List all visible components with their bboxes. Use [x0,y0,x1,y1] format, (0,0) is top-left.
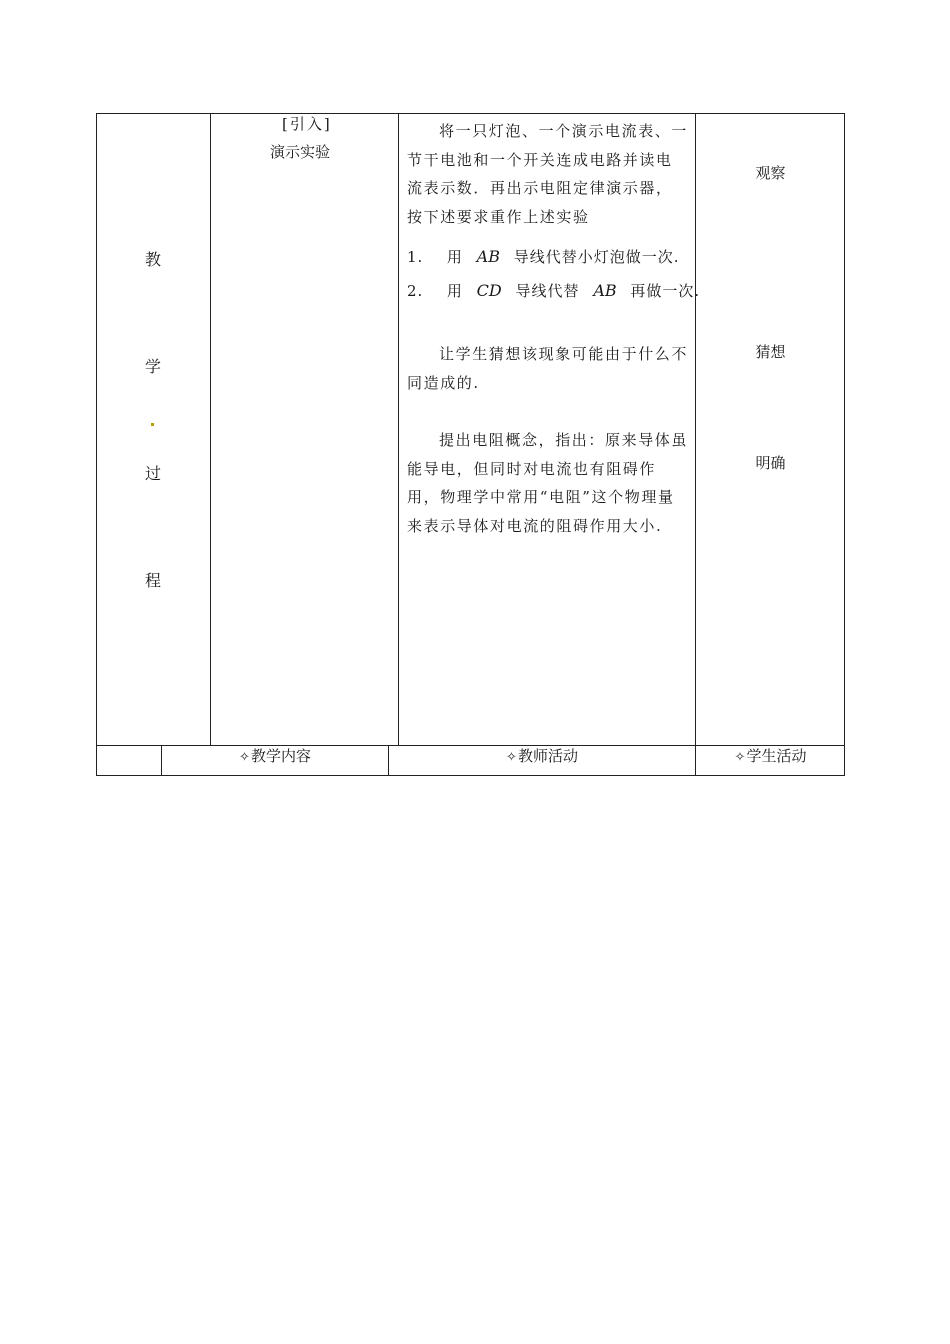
teacher-paragraph-1: 将一只灯泡、一个演示电流表、一节干电池和一个开关连成电路并读电流表示数．再出示电阻定律演示器，按下述要求重作上述实验 [407,122,689,226]
step-2-pre: 用 [446,282,463,300]
mark-dot [151,423,154,426]
section-title: 演示实验 [270,143,331,161]
student-activity-observe: 观察 [755,164,786,182]
column-divider [210,113,211,745]
step-1-pre: 用 [446,248,463,266]
stage-char-4: 程 [144,571,161,590]
footer-teacher-header: ✧教师活动 [506,747,578,765]
teacher-paragraph-3: 提出电阻概念，指出：原来导体虽能导电，但同时对电流也有阻碍作用，物理学中常用“电阻”这个物理量来表示导体对电流的阻碍作用大小. [407,431,689,535]
footer-student-header: ✧学生活动 [734,747,807,765]
step-1-number: 1. [407,248,424,266]
stage-char-2: 学 [144,357,161,376]
footer-content-header: ✧教学内容 [239,747,311,765]
student-activity-guess: 猜想 [755,343,786,361]
step-1-text: 导线代替小灯泡做一次. [513,248,680,266]
step-2-post: 再做一次. [630,282,701,300]
step-2-var-1: CD [476,281,502,300]
section-label: [引入] [282,115,332,133]
column-divider [398,113,399,745]
diamond-icon: ✧ [734,750,746,765]
step-2-var-2: AB [593,281,617,300]
column-divider [695,113,696,776]
step-2-number: 2. [407,282,424,300]
diamond-icon: ✧ [506,750,517,765]
step-1-var: AB [476,247,500,266]
step-1 [407,246,680,267]
student-activity-clarify: 明确 [755,454,786,472]
stage-char-1: 教 [144,250,161,269]
stage-char-3: 过 [144,464,161,483]
teacher-paragraph-2: 让学生猜想该现象可能由于什么不同造成的. [407,345,689,392]
step-2 [407,280,700,301]
step-2-mid: 导线代替 [515,282,580,300]
diamond-icon: ✧ [239,750,250,765]
